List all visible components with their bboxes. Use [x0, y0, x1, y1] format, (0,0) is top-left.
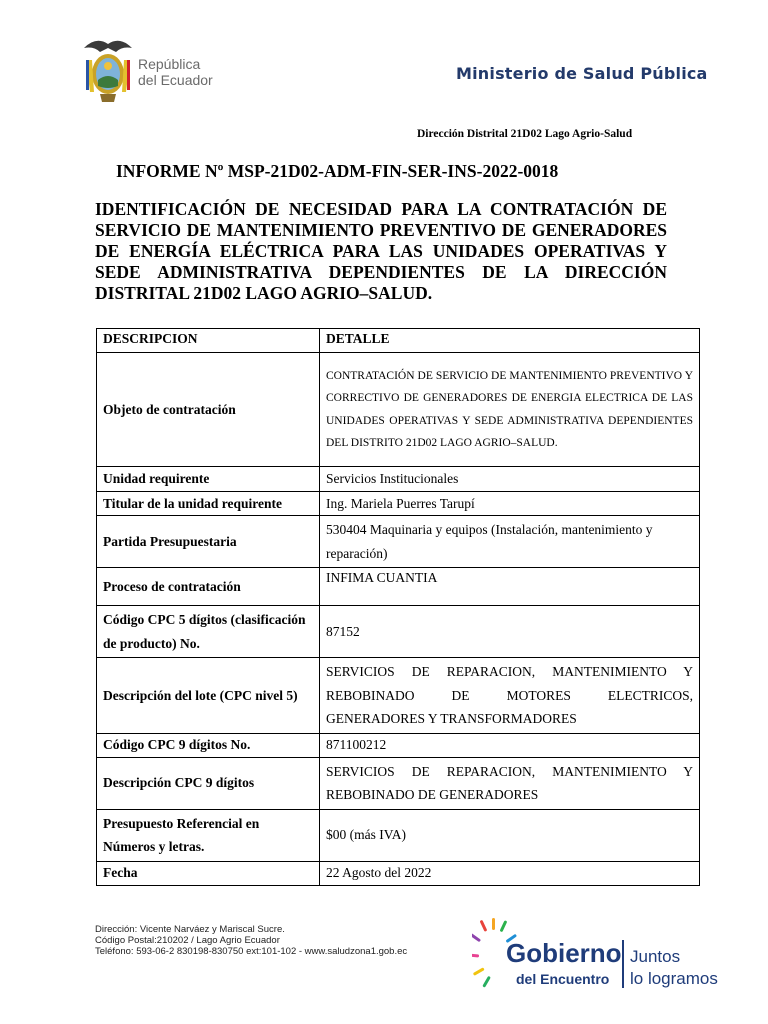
row-value: $00 (más IVA): [320, 809, 700, 861]
district-heading: Dirección Distrital 21D02 Lago Agrio-Salud: [417, 128, 633, 140]
row-label: Titular de la unidad requirente: [97, 492, 320, 516]
document-title: IDENTIFICACIÓN DE NECESIDAD PARA LA CONTRATACIÓN DE SERVICIO DE MANTENIMIENTO PREVENTIVO DE GENERADORES DE ENERGÍA ELÉCTRICA PARA LAS UNIDADES OPERATIVAS Y SEDE ADMINISTRATIVA DEPENDIENTES DE LA DIRECCIÓN DISTRITAL 21D02 LAGO AGRIO–SALUD.: [95, 199, 667, 303]
table-row: [97, 733, 700, 757]
table-row: [97, 809, 700, 861]
ministry-name: Ministerio de Salud Pública: [456, 64, 708, 83]
row-value: INFIMA CUANTIA: [320, 568, 700, 606]
gob-sub-text: del Encuentro: [516, 971, 610, 987]
row-label: Proceso de contratación: [97, 568, 320, 606]
row-label: Descripción del lote (CPC nivel 5): [97, 658, 320, 734]
row-value: 530404 Maquinaria y equipos (Instalación, mantenimiento y reparación): [320, 516, 700, 568]
report-number: INFORME Nº MSP-21D02-ADM-FIN-SER-INS-2022-0018: [116, 161, 559, 181]
header-detail: DETALLE: [320, 329, 700, 353]
row-value: 871100212: [320, 733, 700, 757]
row-label: Código CPC 9 dígitos No.: [97, 733, 320, 757]
row-label: Código CPC 5 dígitos (clasificación de producto) No.: [97, 606, 320, 658]
table-row: [97, 757, 700, 809]
row-value: 22 Agosto del 2022: [320, 861, 700, 885]
row-value: SERVICIOS DE REPARACION, MANTENIMIENTO Y REBOBINADO DE GENERADORES: [320, 757, 700, 809]
row-label: Objeto de contratación: [97, 353, 320, 467]
republic-wordmark: [138, 56, 213, 88]
row-value: SERVICIOS DE REPARACION, MANTENIMIENTO Y REBOBINADO DE MOTORES ELECTRICOS, GENERADORES Y TRANSFORMADORES: [320, 658, 700, 734]
republic-line-2: del Ecuador: [138, 72, 213, 88]
footer-phone: Teléfono: 593-06-2 830198-830750 ext:101-102 - www.saludzona1.gob.ec: [95, 946, 408, 957]
table-row: [97, 353, 700, 467]
footer-address-block: [95, 924, 407, 957]
row-value: 87152: [320, 606, 700, 658]
row-value: Servicios Institucionales: [320, 467, 700, 492]
row-label: Descripción CPC 9 dígitos: [97, 757, 320, 809]
table-row: [97, 467, 700, 492]
row-label: Presupuesto Referencial en Números y letras.: [97, 809, 320, 861]
table-row: [97, 516, 700, 568]
republic-line-1: República: [138, 56, 201, 72]
row-value: Ing. Mariela Puerres Tarupí: [320, 492, 700, 516]
slogan-line-1: Juntos: [630, 947, 681, 966]
gob-main-text: Gobierno: [506, 938, 622, 968]
logo-divider: [622, 940, 624, 988]
table-row: [97, 606, 700, 658]
table-header-row: [97, 329, 700, 353]
table-row: [97, 492, 700, 516]
ecuador-coat-of-arms-icon: [80, 34, 136, 106]
table-row: [97, 658, 700, 734]
row-label: Partida Presupuestaria: [97, 516, 320, 568]
info-table: [96, 328, 700, 886]
row-value: CONTRATACIÓN DE SERVICIO DE MANTENIMIENTO PREVENTIVO Y CORRECTIVO DE GENERADORES DE ENERGIA ELECTRICA DE LAS UNIDADES OPERATIVAS Y SEDE ADMINISTRATIVA DEPENDIENTES DEL DISTRITO 21D02 LAGO AGRIO–SALUD.: [320, 353, 700, 467]
gobierno-del-encuentro-logo: [472, 918, 724, 994]
footer-postal: Código Postal:210202 / Lago Agrio Ecuador: [95, 935, 280, 946]
header-description: DESCRIPCION: [97, 329, 320, 353]
table-row: [97, 568, 700, 606]
row-label: Unidad requirente: [97, 467, 320, 492]
table-row: [97, 861, 700, 885]
row-label: Fecha: [97, 861, 320, 885]
footer-address: Dirección: Vicente Narváez y Mariscal Sucre.: [95, 924, 285, 935]
slogan-line-2: lo logramos: [630, 969, 718, 988]
